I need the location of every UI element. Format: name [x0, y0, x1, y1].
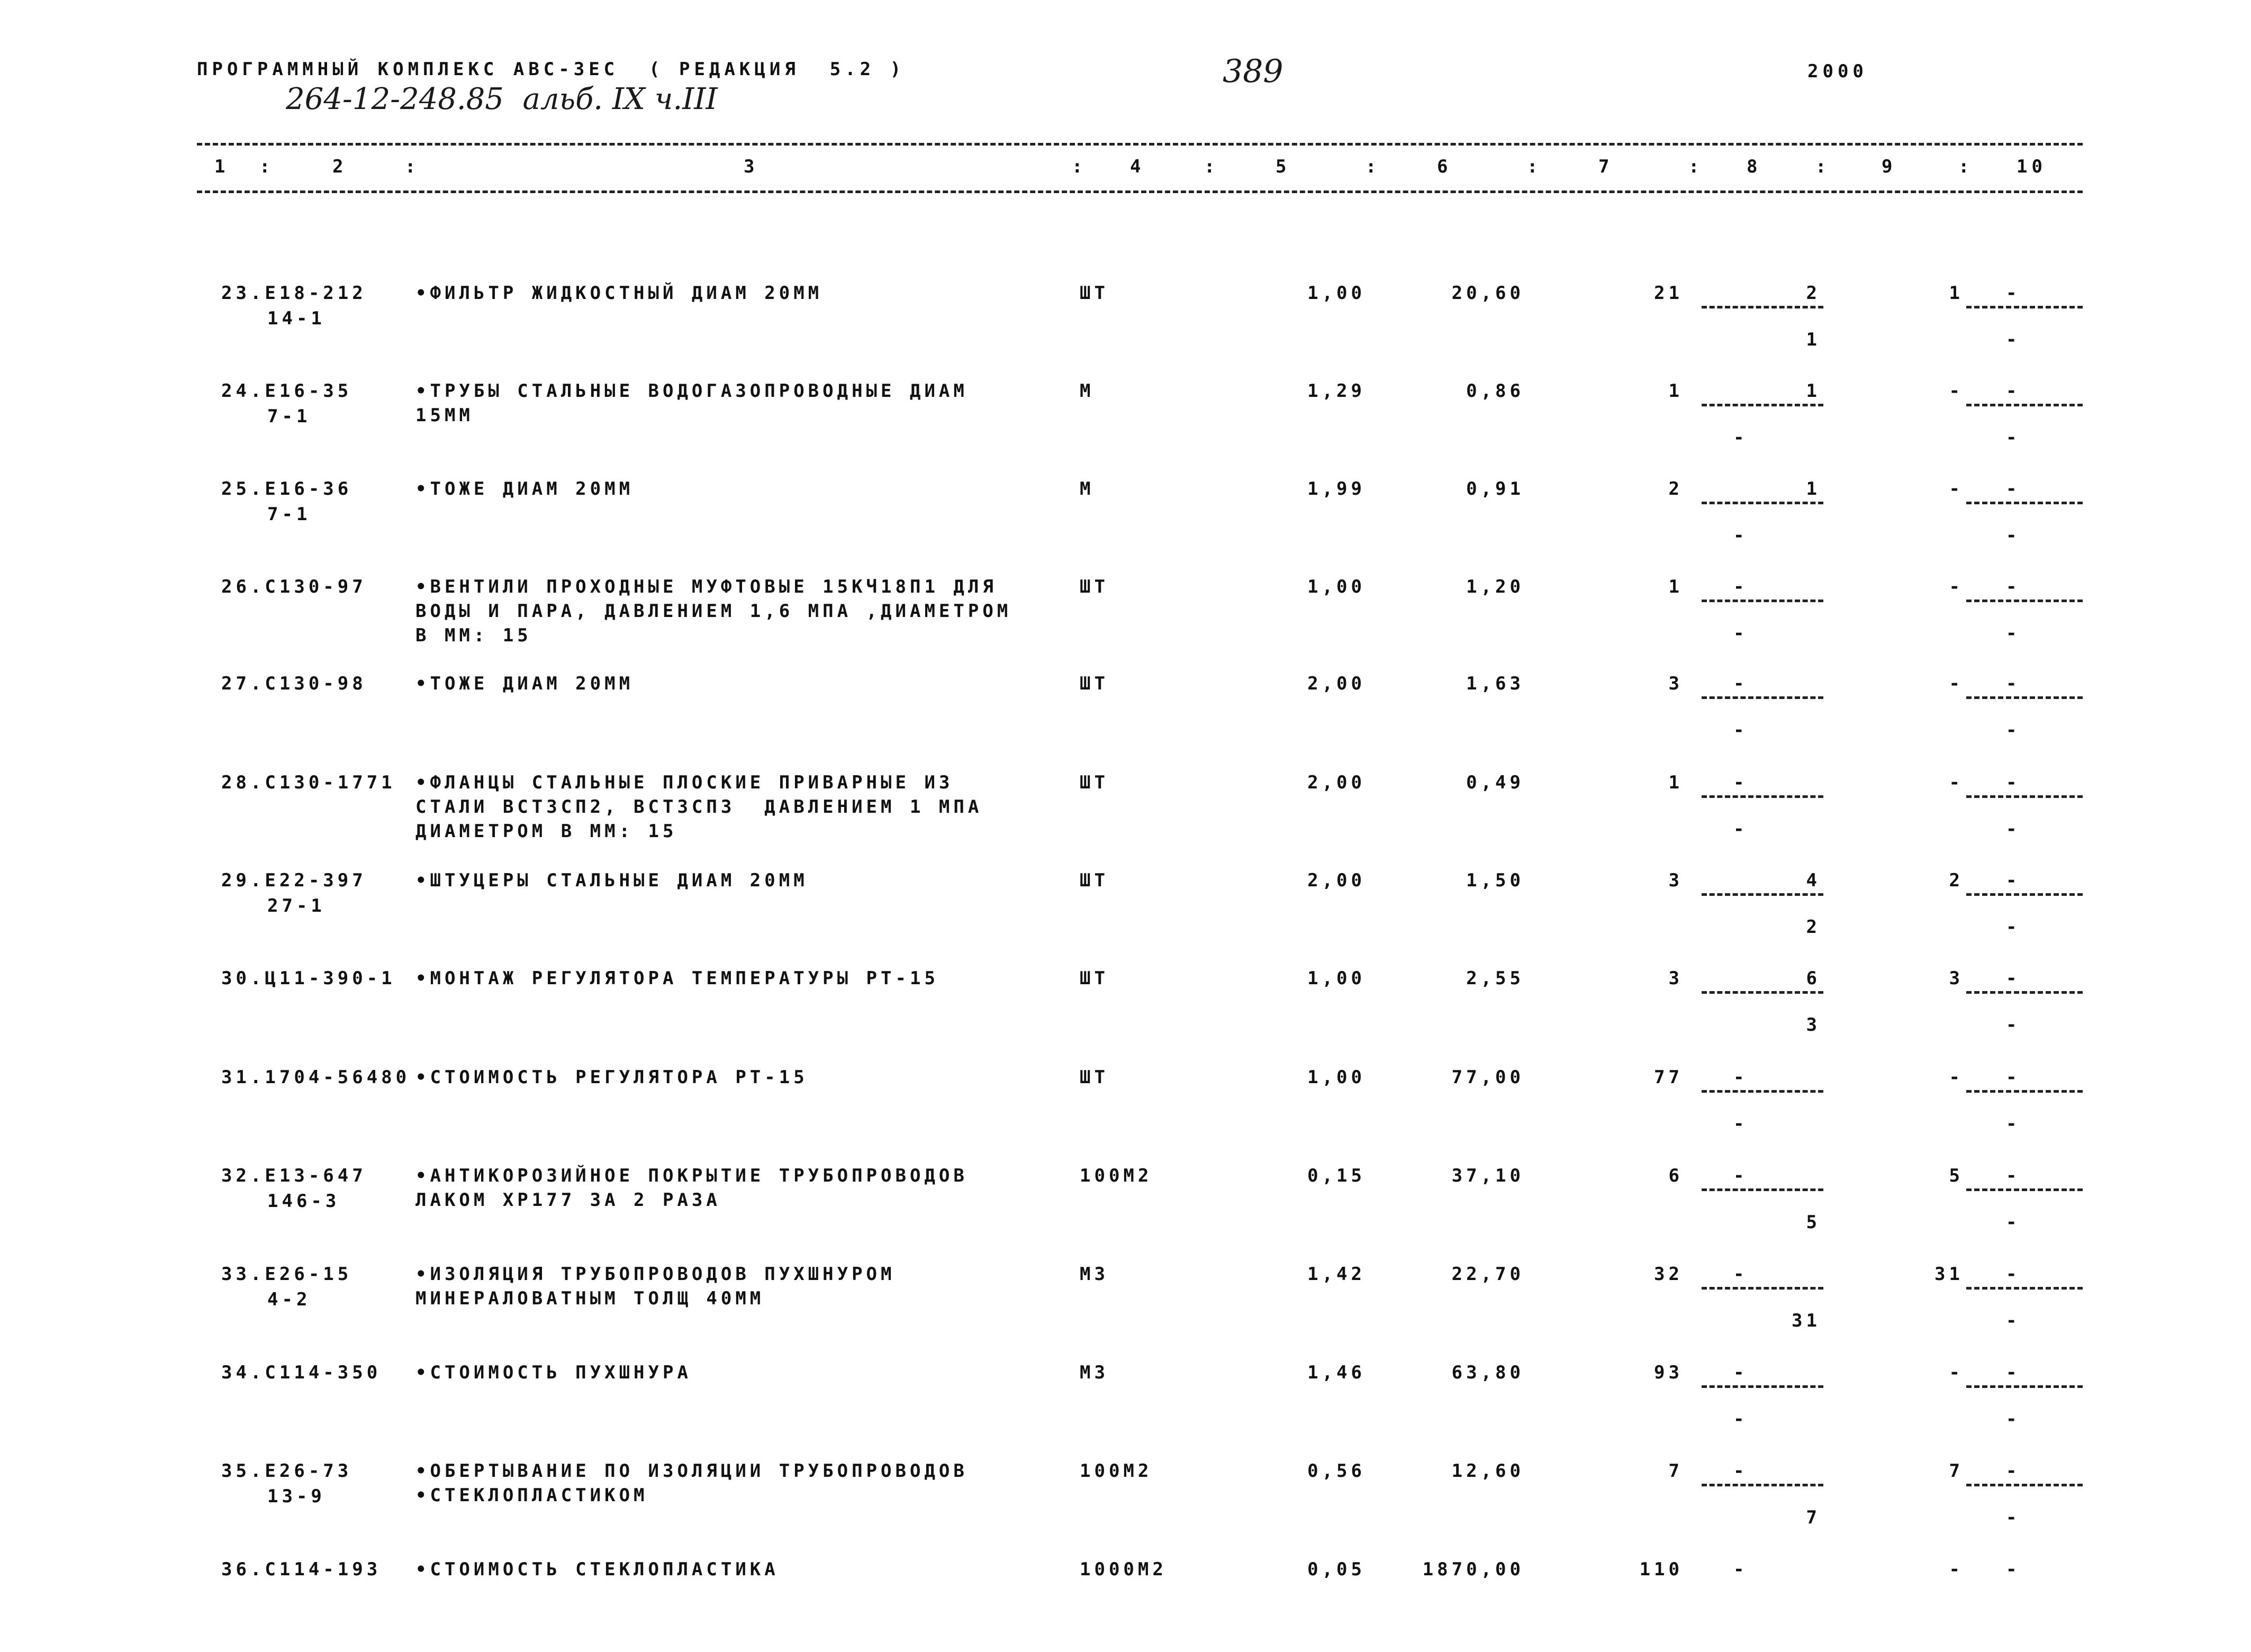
col9-value: 5 [1949, 1165, 1964, 1186]
quantity: 1,42 [1307, 1264, 1366, 1285]
col10-bottom: - [2006, 1014, 2021, 1036]
table-row [0, 770, 2251, 865]
unit-price: 12,60 [1451, 1460, 1524, 1482]
unit-of-measure: ШТ [1080, 1067, 1109, 1088]
col10-top: - [2006, 673, 2021, 694]
col8-bottom: - [1733, 427, 1748, 448]
col10-top: - [2006, 1559, 2021, 1580]
unit-of-measure: ШТ [1080, 772, 1109, 793]
col8-top: - [1733, 1165, 1748, 1186]
unit-of-measure: ШТ [1080, 968, 1109, 989]
work-description: •СТОИМОСТЬ РЕГУЛЯТОРА РТ-15 [415, 1067, 808, 1088]
work-description: •ОБЕРТЫВАНИЕ ПО ИЗОЛЯЦИИ ТРУБОПРОВОДОВ [415, 1460, 968, 1482]
col-sep: : [1527, 156, 1542, 177]
work-description: ЛАКОМ ХР177 ЗА 2 РАЗА [415, 1190, 721, 1211]
col8-bottom: 2 [1806, 916, 1821, 938]
col-sep: : [1688, 156, 1704, 177]
table-row [0, 1557, 2251, 1652]
col8-bottom: - [1733, 819, 1748, 840]
quantity: 0,56 [1307, 1460, 1366, 1482]
work-description: •ИЗОЛЯЦИЯ ТРУБОПРОВОДОВ ПУХШНУРОМ [415, 1264, 896, 1285]
col9-value: 31 [1934, 1264, 1964, 1285]
col8-bottom: - [1733, 1113, 1748, 1134]
work-description: В ММ: 15 [415, 625, 532, 646]
position-code: 35.Е26-73 [221, 1460, 352, 1482]
col9-value: - [1949, 1362, 1964, 1383]
col-sep: : [1815, 156, 1831, 177]
position-subcode: 13-9 [267, 1486, 326, 1507]
document-year: 2000 [1807, 61, 1868, 82]
quantity: 1,00 [1307, 576, 1366, 597]
col8-top: 2 [1806, 283, 1821, 304]
unit-price: 22,70 [1451, 1264, 1524, 1285]
col-sep: : [259, 156, 275, 177]
col10-top: - [2006, 576, 2021, 597]
table-row [0, 476, 2251, 571]
position-code: 32.Е13-647 [221, 1165, 367, 1186]
col-header-6: 6 [1437, 156, 1452, 177]
position-subcode: 27-1 [267, 895, 326, 916]
unit-of-measure: М3 [1080, 1362, 1109, 1383]
col-sep: : [1072, 156, 1087, 177]
unit-price: 1,50 [1466, 870, 1524, 891]
col8-top: - [1733, 1362, 1748, 1383]
col8-top: 1 [1806, 380, 1821, 402]
total-cost: 7 [1668, 1460, 1683, 1482]
col-sep: : [405, 156, 420, 177]
quantity: 1,00 [1307, 283, 1366, 304]
unit-price: 1,20 [1466, 576, 1524, 597]
position-code: 24.Е16-35 [221, 380, 352, 402]
col-sep: : [1366, 156, 1381, 177]
col10-top: - [2006, 1165, 2021, 1186]
quantity: 0,05 [1307, 1559, 1366, 1580]
col10-top: - [2006, 283, 2021, 304]
work-description: •СТОИМОСТЬ СТЕКЛОПЛАСТИКА [415, 1559, 779, 1580]
position-code: 28.С130-1771 [221, 772, 396, 793]
unit-price: 20,60 [1451, 283, 1524, 304]
col8-top: - [1733, 1067, 1748, 1088]
total-cost: 110 [1639, 1559, 1683, 1580]
work-description: •ШТУЦЕРЫ СТАЛЬНЫЕ ДИАМ 20ММ [415, 870, 808, 891]
col9-value: 7 [1949, 1460, 1964, 1482]
unit-of-measure: М [1080, 380, 1095, 402]
col8-top: 1 [1806, 478, 1821, 500]
unit-price: 0,91 [1466, 478, 1524, 500]
total-cost: 21 [1654, 283, 1683, 304]
work-description: •ВЕНТИЛИ ПРОХОДНЫЕ МУФТОВЫЕ 15КЧ18П1 ДЛЯ [415, 576, 997, 597]
col10-bottom: - [2006, 623, 2021, 644]
col10-bottom: - [2006, 1310, 2021, 1331]
quantity: 1,00 [1307, 968, 1366, 989]
unit-of-measure: М [1080, 478, 1095, 500]
col-header-4: 4 [1130, 156, 1145, 177]
position-subcode: 4-2 [267, 1289, 311, 1310]
work-description: СТАЛИ ВСТ3СП2, ВСТ3СП3 ДАВЛЕНИЕМ 1 МПА [415, 796, 983, 818]
col9-value: - [1949, 478, 1964, 500]
col10-bottom: - [2006, 916, 2021, 938]
col-sep: : [1204, 156, 1219, 177]
header-top-rule [197, 143, 2083, 146]
table-row [0, 1261, 2251, 1357]
table-row [0, 1065, 2251, 1160]
position-subcode: 7-1 [267, 406, 311, 427]
col-header-2: 2 [332, 156, 348, 177]
total-cost: 3 [1668, 870, 1683, 891]
col9-value: - [1949, 1067, 1964, 1088]
unit-price: 0,86 [1466, 380, 1524, 402]
col10-bottom: - [2006, 1507, 2021, 1528]
col-header-3: 3 [744, 156, 759, 177]
table-row [0, 868, 2251, 963]
total-cost: 93 [1654, 1362, 1683, 1383]
handwritten-reference: 264-12-248.85 альб. IX ч.III [286, 82, 718, 116]
col9-value: - [1949, 1559, 1964, 1580]
col-header-10: 10 [2017, 156, 2047, 177]
unit-of-measure: 1000М2 [1080, 1559, 1167, 1580]
unit-price: 1,63 [1466, 673, 1524, 694]
program-title: ПРОГРАММНЫЙ КОМПЛЕКС АВС-3ЕС ( РЕДАКЦИЯ 5.2 ) [197, 59, 906, 80]
quantity: 2,00 [1307, 870, 1366, 891]
col8-bottom: - [1733, 525, 1748, 546]
col9-value: - [1949, 576, 1964, 597]
col10-bottom: - [2006, 720, 2021, 741]
col9-value: 2 [1949, 870, 1964, 891]
work-description: •СТЕКЛОПЛАСТИКОМ [415, 1485, 648, 1506]
work-description: •ТОЖЕ ДИАМ 20ММ [415, 478, 634, 500]
col8-bottom: 5 [1806, 1212, 1821, 1233]
header-bottom-rule [197, 190, 2083, 193]
unit-price: 77,00 [1451, 1067, 1524, 1088]
table-row [0, 378, 2251, 474]
table-row [0, 574, 2251, 669]
col8-bottom: 31 [1792, 1310, 1821, 1331]
position-code: 26.С130-97 [221, 576, 367, 597]
col10-top: - [2006, 1067, 2021, 1088]
total-cost: 1 [1668, 380, 1683, 402]
col8-bottom: 7 [1806, 1507, 1821, 1528]
col10-bottom: - [2006, 1212, 2021, 1233]
unit-of-measure: ШТ [1080, 673, 1109, 694]
unit-of-measure: ШТ [1080, 576, 1109, 597]
col10-bottom: - [2006, 819, 2021, 840]
position-code: 25.Е16-36 [221, 478, 352, 500]
work-description: •ТОЖЕ ДИАМ 20ММ [415, 673, 634, 694]
position-code: 36.С114-193 [221, 1559, 382, 1580]
unit-of-measure: ШТ [1080, 283, 1109, 304]
table-row [0, 1163, 2251, 1258]
col8-top: - [1733, 673, 1748, 694]
work-description: ВОДЫ И ПАРА, ДАВЛЕНИЕМ 1,6 МПА ,ДИАМЕТРОМ [415, 601, 1012, 622]
total-cost: 6 [1668, 1165, 1683, 1186]
col8-top: - [1733, 1460, 1748, 1482]
quantity: 1,99 [1307, 478, 1366, 500]
work-description: •ТРУБЫ СТАЛЬНЫЕ ВОДОГАЗОПРОВОДНЫЕ ДИАМ [415, 380, 968, 402]
col10-top: - [2006, 380, 2021, 402]
col8-top: - [1733, 1264, 1748, 1285]
col10-top: - [2006, 1460, 2021, 1482]
unit-price: 37,10 [1451, 1165, 1524, 1186]
work-description: •МОНТАЖ РЕГУЛЯТОРА ТЕМПЕРАТУРЫ РТ-15 [415, 968, 939, 989]
quantity: 0,15 [1307, 1165, 1366, 1186]
position-code: 30.Ц11-390-1 [221, 968, 396, 989]
position-code: 23.Е18-212 [221, 283, 367, 304]
col8-top: - [1733, 1559, 1748, 1580]
col8-bottom: 1 [1806, 329, 1821, 350]
unit-price: 0,49 [1466, 772, 1524, 793]
col8-bottom: - [1733, 1409, 1748, 1430]
col8-top: - [1733, 772, 1748, 793]
col10-top: - [2006, 968, 2021, 989]
col9-value: - [1949, 673, 1964, 694]
total-cost: 1 [1668, 772, 1683, 793]
work-description: ДИАМЕТРОМ В ММ: 15 [415, 821, 677, 842]
work-description: •ФЛАНЦЫ СТАЛЬНЫЕ ПЛОСКИЕ ПРИВАРНЫЕ ИЗ [415, 772, 954, 793]
unit-price: 1870,00 [1422, 1559, 1524, 1580]
col-header-1: 1 [214, 156, 230, 177]
position-code: 34.С114-350 [221, 1362, 382, 1383]
quantity: 1,29 [1307, 380, 1366, 402]
unit-of-measure: ШТ [1080, 870, 1109, 891]
page-number: 389 [1223, 53, 1283, 90]
col-sep: : [1958, 156, 1974, 177]
col8-top: 6 [1806, 968, 1821, 989]
work-description: •СТОИМОСТЬ ПУХШНУРА [415, 1362, 692, 1383]
work-description: МИНЕРАЛОВАТНЫМ ТОЛЩ 40ММ [415, 1288, 765, 1309]
work-description: •АНТИКОРОЗИЙНОЕ ПОКРЫТИЕ ТРУБОПРОВОДОВ [415, 1165, 968, 1186]
col-header-5: 5 [1276, 156, 1291, 177]
col10-top: - [2006, 1264, 2021, 1285]
total-cost: 2 [1668, 478, 1683, 500]
col-header-8: 8 [1747, 156, 1762, 177]
position-code: 27.С130-98 [221, 673, 367, 694]
total-cost: 3 [1668, 968, 1683, 989]
position-code: 33.Е26-15 [221, 1264, 352, 1285]
col9-value: 1 [1949, 283, 1964, 304]
col9-value: - [1949, 380, 1964, 402]
col8-bottom: - [1733, 623, 1748, 644]
col10-top: - [2006, 870, 2021, 891]
work-description: •ФИЛЬТР ЖИДКОСТНЫЙ ДИАМ 20ММ [415, 283, 823, 304]
col10-bottom: - [2006, 525, 2021, 546]
total-cost: 32 [1654, 1264, 1683, 1285]
position-subcode: 146-3 [267, 1191, 340, 1212]
position-code: 29.Е22-397 [221, 870, 367, 891]
col-header-9: 9 [1882, 156, 1897, 177]
unit-price: 2,55 [1466, 968, 1524, 989]
col-header-7: 7 [1598, 156, 1614, 177]
col10-bottom: - [2006, 427, 2021, 448]
total-cost: 1 [1668, 576, 1683, 597]
unit-price: 63,80 [1451, 1362, 1524, 1383]
col10-top: - [2006, 772, 2021, 793]
unit-of-measure: 100М2 [1080, 1460, 1153, 1482]
col10-bottom: - [2006, 1409, 2021, 1430]
col10-top: - [2006, 478, 2021, 500]
col8-bottom: 3 [1806, 1014, 1821, 1036]
col8-top: 4 [1806, 870, 1821, 891]
col10-top: - [2006, 1362, 2021, 1383]
col9-value: 3 [1949, 968, 1964, 989]
total-cost: 77 [1654, 1067, 1683, 1088]
work-description: 15ММ [415, 405, 474, 426]
col9-value: - [1949, 772, 1964, 793]
col8-bottom: - [1733, 720, 1748, 741]
table-row [0, 280, 2251, 376]
col10-bottom: - [2006, 329, 2021, 350]
col10-bottom: - [2006, 1113, 2021, 1134]
table-row [0, 966, 2251, 1061]
unit-of-measure: М3 [1080, 1264, 1109, 1285]
table-row [0, 1360, 2251, 1455]
table-row [0, 671, 2251, 766]
position-code: 31.1704-56480 [221, 1067, 411, 1088]
unit-of-measure: 100М2 [1080, 1165, 1153, 1186]
table-row [0, 1458, 2251, 1554]
quantity: 1,46 [1307, 1362, 1366, 1383]
total-cost: 3 [1668, 673, 1683, 694]
position-subcode: 7-1 [267, 504, 311, 525]
col8-top: - [1733, 576, 1748, 597]
position-subcode: 14-1 [267, 308, 326, 329]
quantity: 1,00 [1307, 1067, 1366, 1088]
quantity: 2,00 [1307, 772, 1366, 793]
quantity: 2,00 [1307, 673, 1366, 694]
